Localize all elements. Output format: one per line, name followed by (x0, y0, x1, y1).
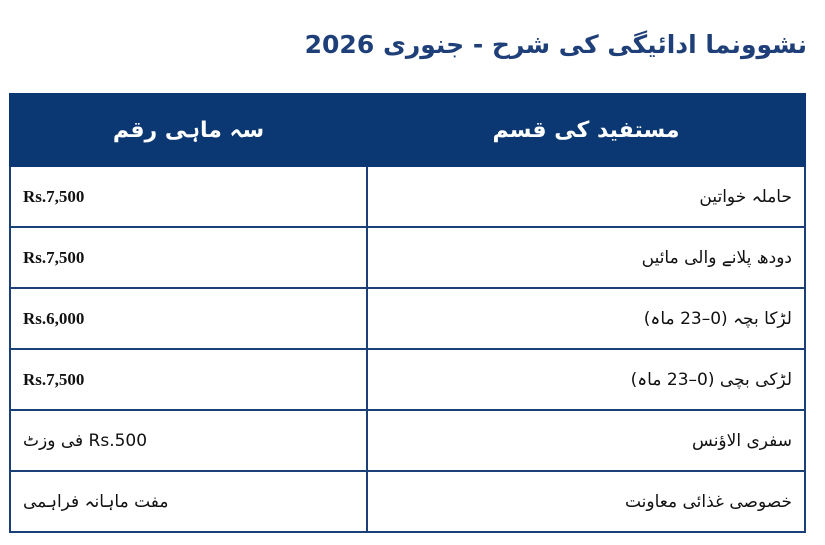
table-row (10, 349, 805, 410)
rates-table-container (9, 93, 804, 533)
row-amount: Rs.500 فی وزٹ (10, 410, 367, 471)
rates-table (9, 93, 806, 533)
table-row (10, 288, 805, 349)
header-category: مستفید کی قسم (367, 94, 805, 166)
row-category: دودھ پلانے والی مائیں (367, 227, 805, 288)
row-amount: Rs.7,500 (10, 349, 367, 410)
row-category: خصوصی غذائی معاونت (367, 471, 805, 532)
row-amount: Rs.7,500 (10, 166, 367, 227)
table-row (10, 410, 805, 471)
page-title: نشوونما ادائیگی کی شرح - جنوری 2026 (304, 30, 807, 59)
header-amount: سہ ماہی رقم (10, 94, 367, 166)
row-amount: Rs.7,500 (10, 227, 367, 288)
row-amount: Rs.6,000 (10, 288, 367, 349)
row-category: سفری الاؤنس (367, 410, 805, 471)
row-category: لڑکا بچہ (0–23 ماہ) (367, 288, 805, 349)
row-category: حاملہ خواتین (367, 166, 805, 227)
row-category: لڑکی بچی (0–23 ماہ) (367, 349, 805, 410)
row-amount: مفت ماہانہ فراہمی (10, 471, 367, 532)
table-header-row (10, 94, 805, 166)
table-row (10, 471, 805, 532)
table-row (10, 166, 805, 227)
table-row (10, 227, 805, 288)
